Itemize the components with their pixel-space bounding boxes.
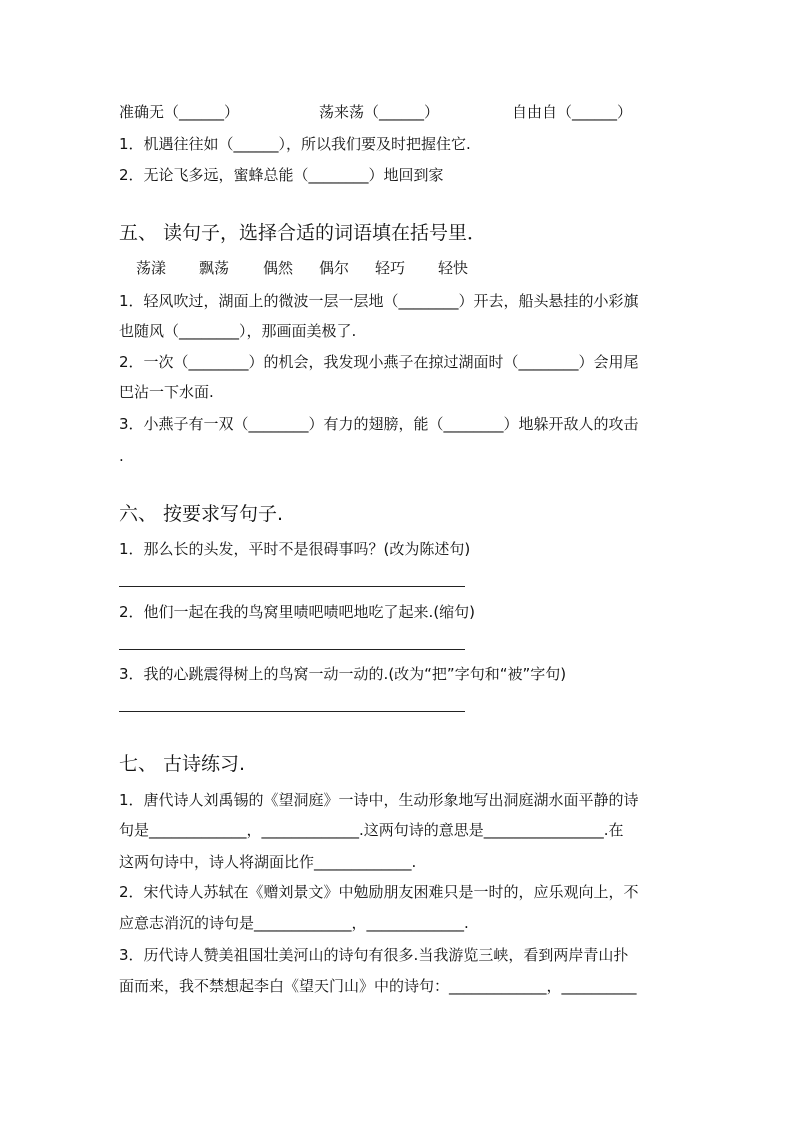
question-line: 3．我的心跳震得树上的鸟窝一动一动的.(改为“把”字句和“被”字句)	[119, 665, 567, 683]
word-option: 荡漾	[136, 259, 167, 277]
word-option: 飘荡	[199, 259, 230, 277]
section-title-5: 五、 读句子，选择合适的词语填在括号里．	[119, 222, 487, 244]
fill-item-danglaidang: 荡来荡（______）	[319, 103, 440, 121]
section-title-6: 六、 按要求写句子.	[119, 503, 284, 525]
fill-item-zhunquewu: 准确无（______）	[119, 103, 240, 121]
question-line: 2．宋代诗人苏轼在《赠刘景文》中勉励朋友困难只是一时的，应乐观向上，不	[119, 883, 639, 901]
question-line: 句是_____________，_____________.这两句诗的意思是________________.在	[119, 821, 624, 839]
question-line: 巴沾一下水面.	[119, 383, 214, 401]
answer-line[interactable]	[119, 586, 465, 587]
word-option: 轻快	[438, 259, 469, 277]
word-option: 偶然	[263, 259, 294, 277]
question-line: 2．他们一起在我的鸟窝里啧吧啧吧地吃了起来.(缩句)	[119, 603, 476, 621]
question-line: 1．那么长的头发，平时不是很碍事吗？(改为陈述句)	[119, 540, 471, 558]
question-line: 这两句诗中，诗人将湖面比作_____________.	[119, 853, 417, 871]
question-line: 2．无论飞多远，蜜蜂总能（________）地回到家	[119, 166, 444, 184]
question-line: .	[119, 447, 124, 465]
word-option: 轻巧	[375, 259, 406, 277]
question-line: 2．一次（________）的机会，我发现小燕子在掠过湖面时（________）会用尾	[119, 353, 639, 371]
answer-line[interactable]	[119, 711, 465, 712]
section-title-7: 七、 古诗练习.	[119, 753, 246, 775]
question-line: 也随风（________），那画面美极了.	[119, 322, 357, 340]
answer-line[interactable]	[119, 649, 465, 650]
fill-item-ziyouzi: 自由自（______）	[512, 103, 633, 121]
question-line: 3．小燕子有一双（________）有力的翅膀，能（________）地躲开敌人的攻击	[119, 415, 639, 433]
question-line: 面而来，我不禁想起李白《望天门山》中的诗句：_____________，__________	[119, 977, 637, 995]
word-option: 偶尔	[319, 259, 350, 277]
question-line: 3．历代诗人赞美祖国壮美河山的诗句有很多.当我游览三峡，看到两岸青山扑	[119, 946, 629, 964]
question-line: 应意志消沉的诗句是_____________，_____________.	[119, 914, 469, 932]
question-line: 1．轻风吹过，湖面上的微波一层一层地（________）开去，船头悬挂的小彩旗	[119, 292, 639, 310]
question-line: 1．机遇往往如（______），所以我们要及时把握住它.	[119, 135, 471, 153]
question-line: 1．唐代诗人刘禹锡的《望洞庭》一诗中，生动形象地写出洞庭湖水面平静的诗	[119, 791, 639, 809]
